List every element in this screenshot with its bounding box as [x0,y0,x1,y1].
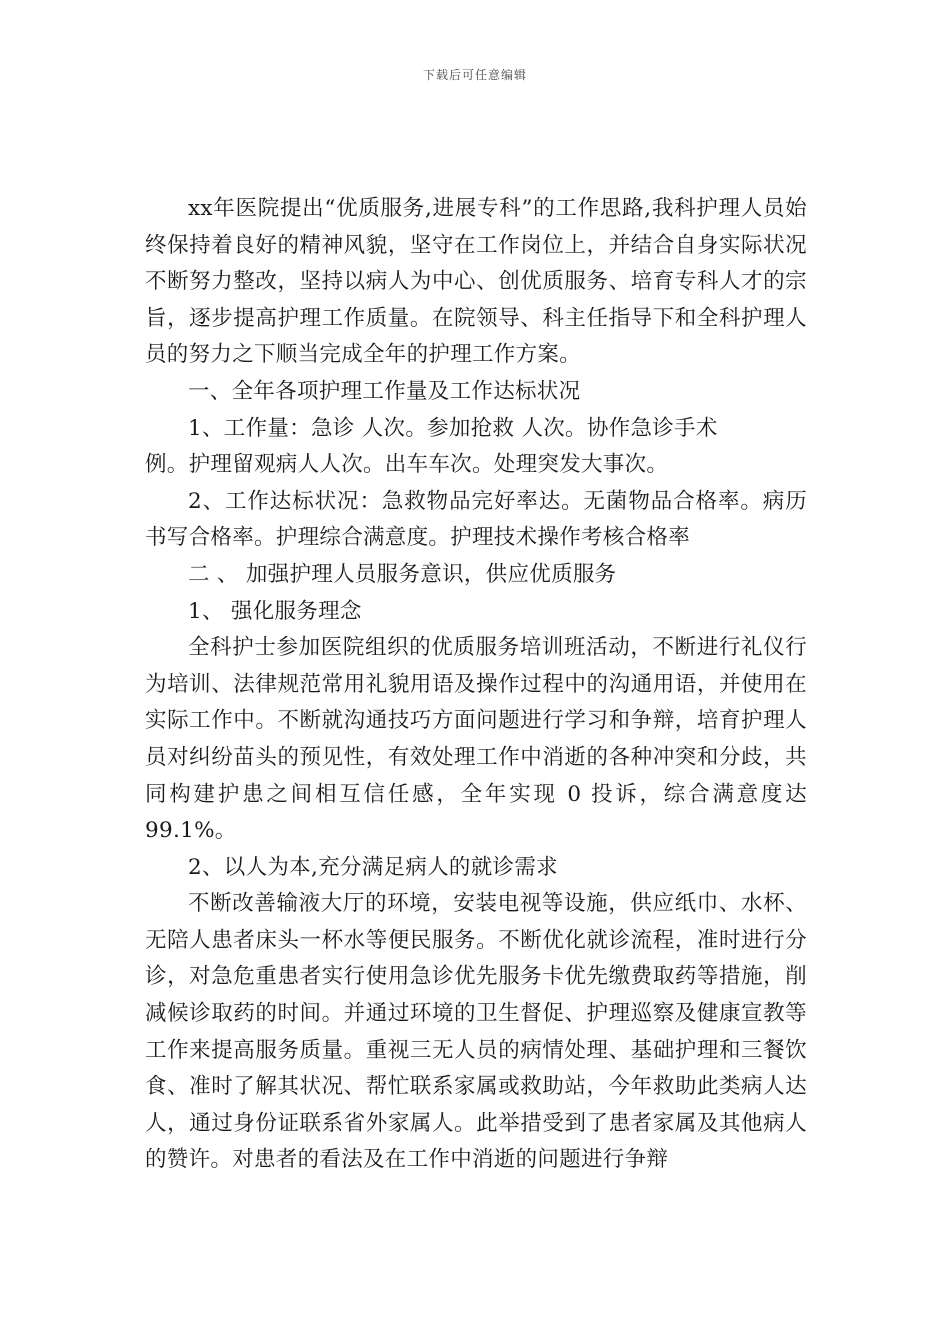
document-body [145,191,807,1179]
paragraph-training: 全科护士参加医院组织的优质服务培训班活动，不断进行礼仪行为培训、法律规范常用礼貌用语及操作过程中的沟通用语，并使用在实际工作中。不断就沟通技巧方面问题进行学习和争辩，培育护理人员对纠纷苗头的预见性，有效处理工作中消逝的各种冲突和分歧，共同构建护患之间相互信任感，全年实现 0 投诉，综合满意度达 99.1%。 [145,635,807,844]
paragraph-intro: xx年医院提出“优质服务,进展专科”的工作思路,我科护理人员始终保持着良好的精神风貌，坚守在工作岗位上，并结合自身实际状况不断努力整改，坚持以病人为中心、创优质服务、培育专科人才的宗旨，逐步提高护理工作质量。在院领导、科主任指导下和全科护理人员的努力之下顺当完成全年的护理工作方案。 [145,196,807,368]
subheading-patient-needs: 2、以人为本,充分满足病人的就诊需求 [188,854,558,880]
paragraph-improvements: 不断改善输液大厅的环境，安装电视等设施，供应纸巾、水杯、无陪人患者床头一杯水等便民服务。不断优化就诊流程，准时进行分诊，对急危重患者实行使用急诊优先服务卡优先缴费取药等措施，削减候诊取药的时间。并通过环境的卫生督促、护理巡察及健康宣教等工作来提高服务质量。重视三无人员的病情处理、基础护理和三餐饮食、准时了解其状况、帮忙联系家属或救助站，今年救助此类病人达人，通过身份证联系省外家属人。此举措受到了患者家属及其他病人的赞许。对患者的看法及在工作中消逝的问题进行争辩 [145,891,807,1173]
subheading-service-concept: 1、 强化服务理念 [188,598,362,624]
paragraph-workload-continued: 例。护理留观病人人次。出车车次。处理突发大事次。 [145,452,669,478]
section-heading-2: 二 、 加强护理人员服务意识，供应优质服务 [188,561,617,587]
paragraph-workload: 1、工作量：急诊 人次。参加抢救 人次。协作急诊手术 [188,415,718,441]
section-heading-1: 一、全年各项护理工作量及工作达标状况 [188,378,581,404]
page-header: 下载后可任意编辑 [422,68,527,82]
paragraph-standards: 2、工作达标状况：急救物品完好率达。无菌物品合格率。病历书写合格率。护理综合满意度。护理技术操作考核合格率 [145,488,807,551]
